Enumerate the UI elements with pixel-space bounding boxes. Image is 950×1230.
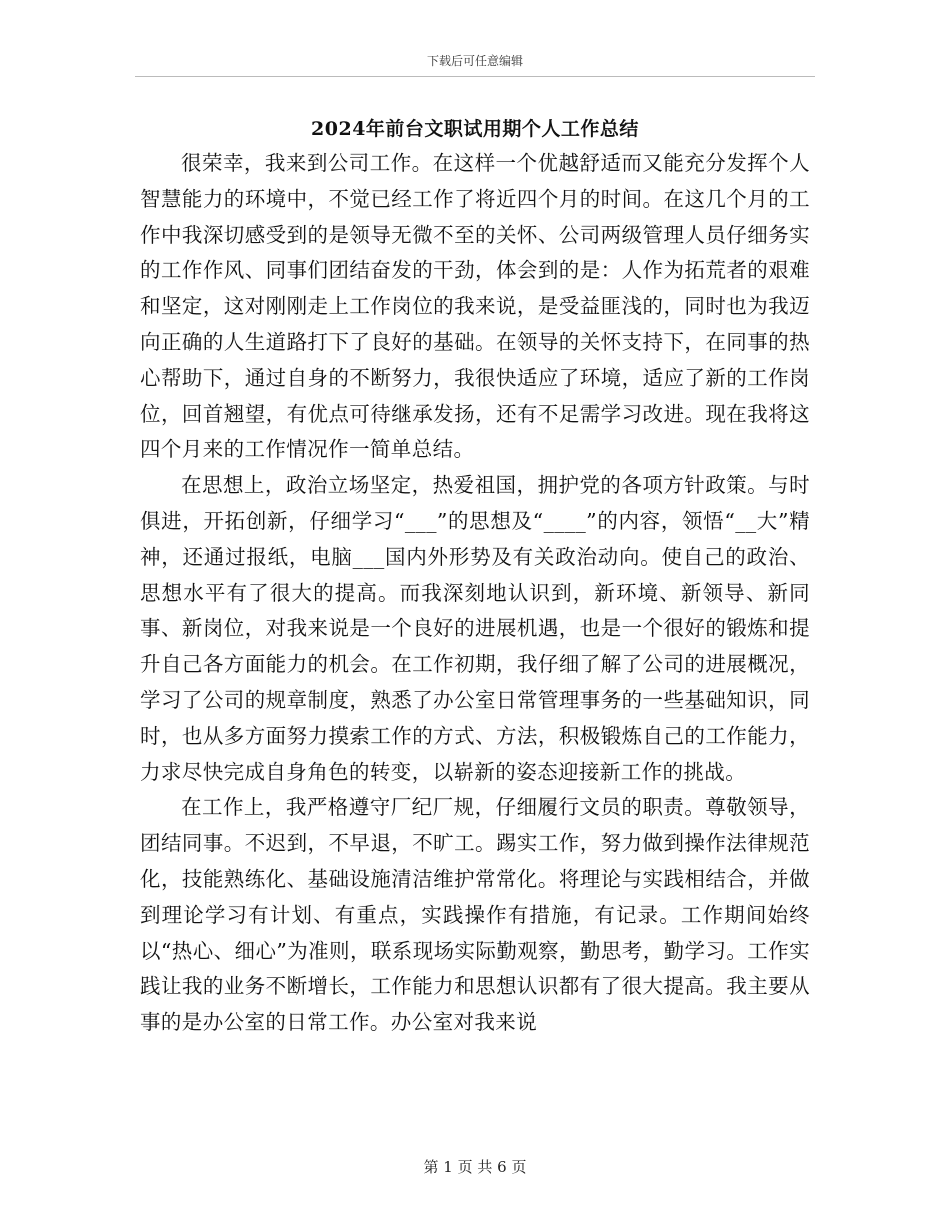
body-paragraph: 在思想上，政治立场坚定，热爱祖国，拥护党的各项方针政策。与时俱进，开拓创新，仔细学习“___”的思想及“____”的内容，领悟“__大”精神，还通过报纸，电脑___国内外形势及有关政治动向。使自己的政治、思想水平有了很大的提高。而我深刻地认识到，新环境、新领导、新同事、新岗位，对我来说是一个良好的进展机遇，也是一个很好的锻炼和提升自己各方面能力的机会。在工作初期，我仔细了解了公司的进展概况，学习了公司的规章制度，熟悉了办公室日常管理事务的一些基础知识，同时，也从多方面努力摸索工作的方式、方法，积极锻炼自己的工作能力，力求尽快完成自身角色的转变，以崭新的姿态迎接新工作的挑战。 — [140, 473, 810, 784]
page-number-footer: 第 1 页 共 6 页 — [423, 1158, 527, 1176]
header-divider — [135, 76, 815, 77]
page-header-note: 下载后可任意编辑 — [426, 54, 523, 68]
document-body — [140, 146, 810, 1041]
document-title: 2024年前台文职试用期个人工作总结 — [311, 118, 639, 140]
body-paragraph: 很荣幸，我来到公司工作。在这样一个优越舒适而又能充分发挥个人智慧能力的环境中，不觉已经工作了将近四个月的时间。在这几个月的工作中我深切感受到的是领导无微不至的关怀、公司两级管理人员仔细务实的工作作风、同事们团结奋发的干劲，体会到的是：人作为拓荒者的艰难和坚定，这对刚刚走上工作岗位的我来说，是受益匪浅的，同时也为我迈向正确的人生道路打下了良好的基础。在领导的关怀支持下，在同事的热心帮助下，通过自身的不断努力，我很快适应了环境，适应了新的工作岗位，回首翘望，有优点可待继承发扬，还有不足需学习改进。现在我将这四个月来的工作情况作一简单总结。 — [140, 151, 810, 462]
body-paragraph: 在工作上，我严格遵守厂纪厂规，仔细履行文员的职责。尊敬领导，团结同事。不迟到，不早退，不旷工。踢实工作，努力做到操作法律规范化，技能熟练化、基础设施清洁维护常常化。将理论与实践相结合，并做到理论学习有计划、有重点，实践操作有措施，有记录。工作期间始终以“热心、细心”为准则，联系现场实际勤观察，勤思考，勤学习。工作实践让我的业务不断增长，工作能力和思想认识都有了很大提高。我主要从事的是办公室的日常工作。办公室对我来说 — [140, 795, 810, 1035]
